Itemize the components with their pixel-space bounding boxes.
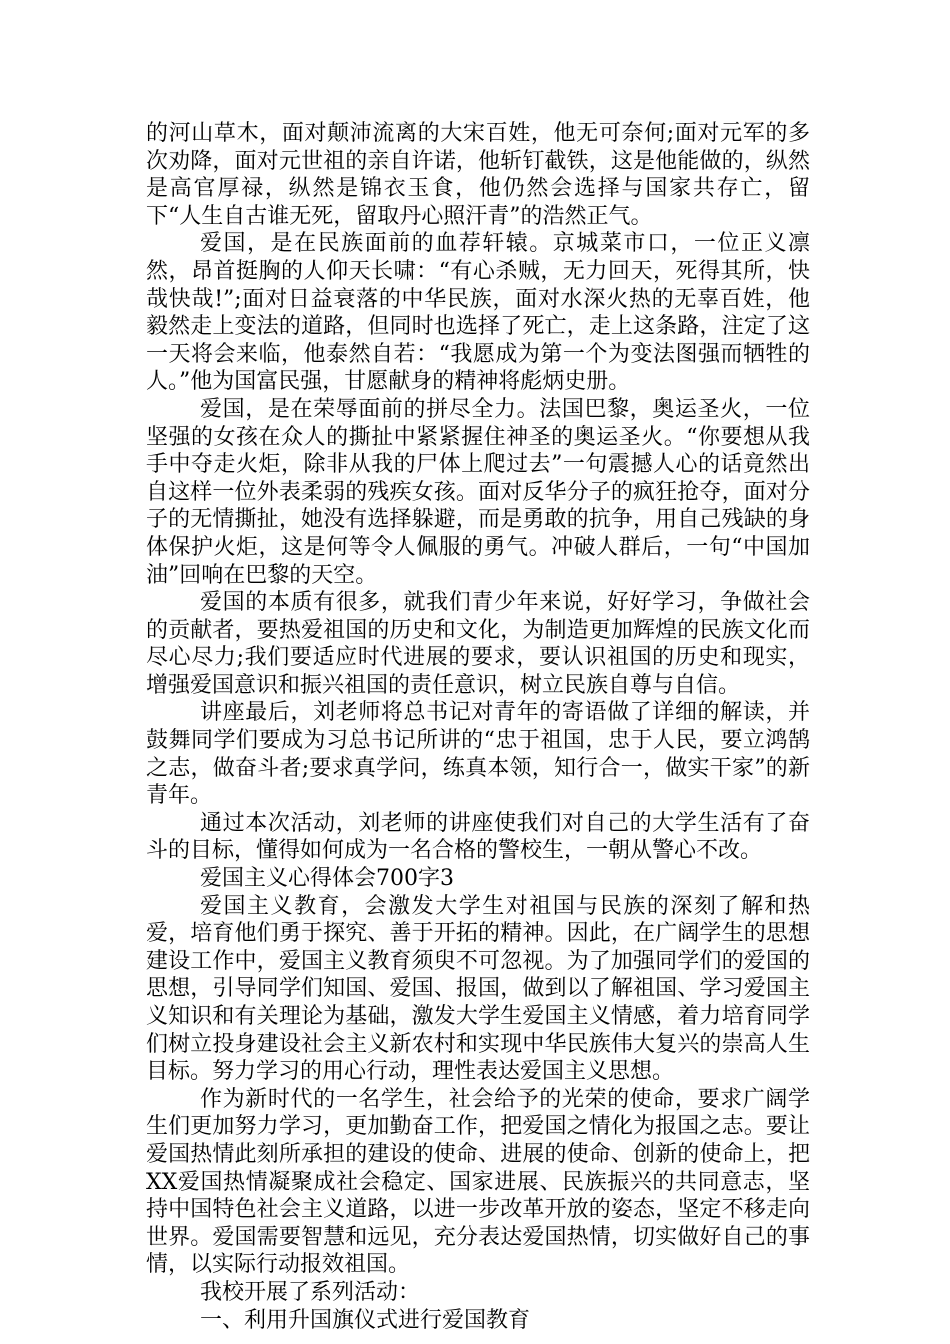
paragraph-continuation: 的河山草木，面对颠沛流离的大宋百姓，他无可奈何;面对元军的多次劝降，面对元世祖的亲自许诺，他斩钉截铁，这是他能做的，纵然是高官厚禄，纵然是锦衣玉食，他仍然会选择与国家共存亡，留下“人生自古谁无死，留取丹心照汗青”的浩然正气。 [146, 121, 810, 229]
paragraph-lecture-end: 讲座最后，刘老师将总书记对青年的寄语做了详细的解读，并鼓舞同学们要成为习总书记所讲的“忠于祖国，忠于人民，要立鸿鹄之志，做奋斗者;要求真学问，练真本领，知行合一，做实干家”的新青年。 [146, 700, 810, 809]
paragraph-new-era-student: 作为新时代的一名学生，社会给予的光荣的使命，要求广阔学生们更加努力学习，更加勤奋工作，把爱国之情化为报国之志。要让爱国热情此刻所承担的建设的使命、进展的使命、创新的使命上，把XX爱国热情凝聚成社会稳定、国家进展、民族振兴的共同意志，坚持中国特色社会主义道路，以进一步改革开放的姿态，坚定不移走向世界。爱国需要智慧和远见，充分表达爱国热情，切实做好自己的事情，以实际行动报效祖国。 [146, 1086, 810, 1278]
paragraph-patriotism-essence: 爱国的本质有很多，就我们青少年来说，好好学习，争做社会的贡献者，要热爱祖国的历史和文化，为制造更加辉煌的民族文化而尽心尽力;我们要适应时代进展的要求，要认识祖国的历史和现实，增强爱国意识和振兴祖国的责任意识，树立民族自尊与自信。 [146, 590, 810, 698]
paragraph-patriotism-honor: 爱国，是在荣辱面前的拼尽全力。法国巴黎，奥运圣火，一位坚强的女孩在众人的撕扯中紧紧握住神圣的奥运圣火。“你要想从我手中夺走火炬，除非从我的尸体上爬过去”一句震撼人心的话竟然出自这样一位外表柔弱的残疾女孩。面对反华分子的疯狂抢夺，面对分子的无情撕扯，她没有选择躲避，而是勇敢的抗争，用自己残缺的身体保护火炬，这是何等令人佩服的勇气。冲破人群后，一句“中国加油”回响在巴黎的天空。 [146, 396, 810, 588]
section-heading: 爱国主义心得体会700字3 [200, 866, 454, 892]
paragraph-activity-summary: 通过本次活动，刘老师的讲座使我们对自己的大学生活有了奋斗的目标，懂得如何成为一名合格的警校生，一朝从警心不改。 [146, 810, 810, 864]
list-item-flag-ceremony: 一、利用升国旗仪式进行爱国教育 [200, 1307, 531, 1333]
document-body [146, 120, 810, 1334]
paragraph-patriotism-nation: 爱国，是在民族面前的血荐轩辕。京城菜市口，一位正义凛然，昂首挺胸的人仰天长啸：“有心杀贼，无力回天，死得其所，快哉快哉!”;面对日益衰落的中华民族，面对水深火热的无辜百姓，他毅然走上变法的道路，但同时也选择了死亡，走上这条路，注定了这一天将会来临，他泰然自若：“我愿成为第一个为变法图强而牺牲的人。”他为国富民强，甘愿献身的精神将彪炳史册。 [146, 231, 810, 395]
paragraph-education-intro: 爱国主义教育，会激发大学生对祖国与民族的深刻了解和热爱，培育他们勇于探究、善于开拓的精神。因此，在广阔学生的思想建设工作中，爱国主义教育须臾不可忽视。为了加强同学们的爱国的思想，引导同学们知国、爱国、报国，做到以了解祖国、学习爱国主义知识和有关理论为基础，激发大学生爱国主义情感，着力培育同学们树立投身建设社会主义新农村和实现中华民族伟大复兴的崇高人生目标。努力学习的用心行动，理性表达爱国主义思想。 [146, 893, 810, 1085]
paragraph-activities-lead: 我校开展了系列活动： [200, 1279, 421, 1305]
